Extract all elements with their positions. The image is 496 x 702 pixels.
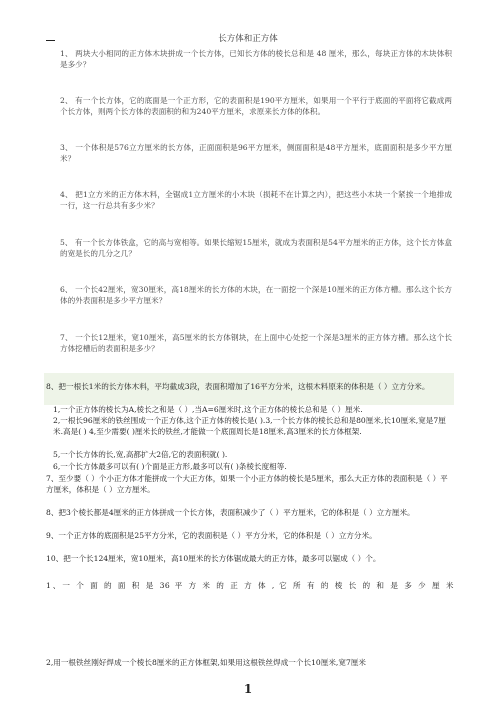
question-2: 2、 有一个长方体，它的底面是一个正方形，它的表面积是190平方厘米，如果用一个平行于底面的平面将它截成两个长方体，则两个长方体的表面积的和为240平方厘米，求原来长方体的体积。	[60, 96, 452, 117]
fill-blank-1: 1,一个正方体的棱长为A,棱长之和是（ ）,当A=6厘米时,这个正方体的棱长总和是（ ）厘米.	[53, 405, 363, 414]
question-1: 1、 两块大小相同的正方体木块拼成一个长方体，已知长方体的棱长总和是 48 厘米，那么，每块正方体的木块体积是多少？	[60, 49, 452, 70]
fill-blank-7: 7、至少要（ ）个小正方体才能拼成一个大正方体，如果一个小正方体的棱长是5厘米，那么大正方体的表面积是（ ）平方厘米，体积是（ ）立方厘米。	[46, 474, 448, 495]
question-6: 6、 一个长42厘米，宽30厘米，高18厘米的长方体的木块，在一面挖一个深是10厘米的正方体方槽。那么这个长方体的外表面积是多少平方厘米？	[60, 285, 452, 306]
page-number: 1	[243, 682, 253, 696]
fill-blank-8: 8、把3个棱长都是4厘米的正方体拼成一个长方体，表面积减少了（ ）平方厘米，它的体积是（ ）立方厘米。	[46, 508, 415, 517]
question-7: 7、 一个长12厘米，宽10厘米，高5厘米的长方体钢块，在上面中心处挖一个深是3厘米的正方体方槽。那么这个长方体挖槽后的表面积是多少？	[60, 333, 452, 354]
application-question-1: 1、一 个 面 的 面 积 是 36 平 方 米 的 正 方 体 , 它 所 有 的 棱 长 的 和 是 多 少 厘 米	[46, 581, 454, 590]
fill-blank-10: 10、把一个长124厘米，宽10厘米，高10厘米的长方体锯成最大的正方体，最多可以锯成（ ）个。	[46, 554, 381, 563]
question-4: 4、 把1立方米的正方体木料，全锯成1立方厘米的小木块（损耗不在计算之内），把这些小木块一个紧挨一个地排成一行，这一行总共有多少米？	[60, 190, 452, 211]
page-title: 长方体和正方体	[218, 34, 278, 44]
fill-blank-6: 6,一个长方体最多可以有( )个面是正方形,最多可以有( )条棱长度相等.	[53, 462, 287, 471]
question-5: 5、 有一个长方体铁盒，它的高与宽相等。如果长缩短15厘米，就成为表面积是54平方厘米的正方体，这个长方体盒的宽是长的几分之几？	[60, 238, 452, 259]
fill-blank-2-4: 2,一根长96厘米的铁丝围成一个正方体,这个正方体的棱长是( ).3,一个长方体的棱长总和是80厘米,长10厘米,宽是7厘米.高是( ) 4,至少需要( )厘米长的铁丝,才能做一个底面周长是18厘米,高3厘米的长方体框架.	[53, 416, 446, 437]
question-3: 3、 一个体积是576立方厘米的长方体，正面面积是96平方厘米，侧面面积是48平方厘米，底面面积是多少平方厘米？	[60, 143, 452, 164]
header-dash	[46, 40, 55, 41]
application-question-2: 2,用一根铁丝刚好焊成一个棱长8厘米的正方体框架,如果用这根铁丝焊成一个长10厘米,宽7厘米	[46, 658, 366, 667]
fill-blank-9: 9、一个正方体的底面积是25平方分米，它的表面积是（ ）平方分米，它的体积是（ ）立方分米。	[46, 531, 377, 540]
fill-blank-5: 5,一个长方体的长,宽,高都扩大2倍,它的表面积就( ).	[53, 450, 228, 459]
question-8: 8、把一根长1米的长方体木料，平均截成3段，表面积增加了16平方分米，这根木料原来的体积是（ ）立方分米。	[46, 382, 430, 391]
